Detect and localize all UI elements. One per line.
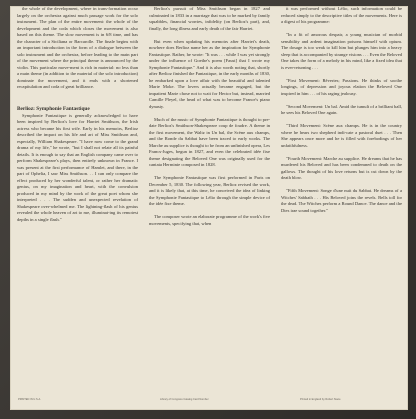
paragraph: The composer wrote an elaborate programme of the work's five movements, specifying that, when [149,214,270,226]
paragraph: it was performed without Lélio, such information could be reduced simply to the descriptive titles of the movements. Here is a digest of his programme: [281,6,402,24]
footer-left: PRINTED IN U.S.A. [18,398,41,401]
paragraph: The Symphonie Fantastique was first performed in Paris on December 5, 1830. The following year, Berlioz revised the work, and it is likely that, at this time, he conceived the idea of linking the Symphonie Fantastique to Lélio through the simple device of the idée fixe theme. [149,175,270,206]
column-right [281,6,402,214]
programme-quote: "Second Movement: Un bal. Amid the tumult of a brilliant ball, he sees his Beloved One again. [281,103,402,115]
footer-right: Printed in England by Robert Stace [300,398,341,401]
footer-center: Library of Congress Catalog Card Number [160,398,209,401]
paragraph: Berlioz's pursuit of Miss Smithson began in 1827 and culminated in 1833 in a marriage that was to be marked by family squabbles, financial worries, infidelity (on Berlioz's part), and, finally, the long illness and early death of the fair Harriet. [149,6,270,31]
programme-quote: "Fourth Movement: Marche au supplice. He dreams that he has murdered his Beloved and has been condemned to death on the gallows. The thought of his love returns but is cut down by the death blow. [281,155,402,180]
programme-quote: "In a fit of amorous despair, a young musician of morbid sensibility and ardent imagination poisons himself with opium. The dosage is too weak to kill him but plunges him into a heavy sleep that is accompanied by strange visions . . . Even the Beloved One takes the form of a melody in his mind, like a fixed idea that is ever-returning . . . [281,32,402,70]
column-middle [149,6,270,227]
section-heading: Berlioz: Symphonie Fantastique [17,105,90,112]
programme-quote: "First Movement: Rêveries; Passions. He thinks of soothe longings, of depression and joyous elation the Beloved One inspired in him . . . of his raging jealousy. [281,77,402,96]
paragraph: the whole of the development, where in trans-formation occur largely on the orchestra against much passage work for the solo instrument. The plan of the entire movement: the whole of the development and the coda which closes the movement is also based on this theme. The slow movement is in 6/8 time, and has the character of a Siciliana or Barcarolle. The finale begins with an important introduction in the form of a dialogue between the solo instrument and the orchestra, before leading to the main part of the movement where the principal theme is announced by the violin. This particular move-ment is rich in material: no less than a main theme (in addition to the material of the solo introduction) dominate the movement, and it ends with a shortened recapitulation and coda of great brilliance. [17,6,138,89]
column-left [17,6,138,223]
paragraph: Much of the music of Symphonie Fantastique is thought to pre-date Berlioz's Smithson-Shakespeare coup de foudre. A theme in the first movement, the Waltz in Un bal, the Scène aux champs, and the Ronde du Sabbat have been traced to early works. The Marche au supplice is thought to be from an unfinished opera, Les Francs-Juges, begun in 1827, and even the celebrated idée fixe theme designating the Beloved One was originally used for the cantata Herminie composed in 1828. [149,116,270,167]
programme-quote: "Third Movement: Scène aux champs. He is in the country where he hears two shepherd indi-cate a pastoral duet . . . Then She appears once more and he is filled with forebodings of her unfaithfulness. [281,123,402,148]
liner-notes-page [10,6,408,410]
paragraph: Symphonie Fantastique is generally acknowledged to have been inspired by Berlioz's love for Harriet Smithson, the Irish actress who became his first wife. Early in his memoirs, Berlioz described the impact on his life and art of Miss Smithson and, especially, William Shakespeare. "I have now come to the grand drama of my life," he wrote, "but I shall not relate all its painful details. It is enough to say that an English company came over to perform Shakespeare's plays, then entirely unknown in France. I was present at the first performance of Hamlet, and there, in the part of Ophelia, I saw Miss Smithson. . . I can only compare the effect produced by her wonderful talent, or rather her dramatic genius, on my imagination and heart, with the convulsion produced in my mind by the work of the great poet whom she interpreted . . . The sudden and unexpected revelation of Shakespeare over-whelmed me. The lightning-flash of his genius revealed the whole heaven of art to me, illuminat-ing its remotest depths in a single flash." [17,112,138,222]
programme-quote: "Fifth Movement: Songe d'une nuit du Sabbat. He dreams of a Witches' Sabbath . . . His Beloved joins the revels. Bells toll for the dead. The Witches perform a Round Dance. The dance and the Dies irae sound together." [281,188,402,213]
paragraph: But even when updating his memoirs after Harriet's death, nowhere does Berlioz name her as the inspiration for Symphonie Fantastique. Rather, he wrote: "It was . . . while I was yet strongly under the influence of Goethe's poem [Faust] that I wrote my Symphonie Fantastique." And it is also worth noting that, shortly after Berlioz finished the Fantastique, in the early months of 1830, he embarked upon a love affair with the beautiful and talented Marie Moke. The lovers actually became engaged, but the impatient Marie chose not to wait for Hector but, instead, married Camille Pleyel, the head of what was to become France's piano dynasty. [149,38,270,109]
